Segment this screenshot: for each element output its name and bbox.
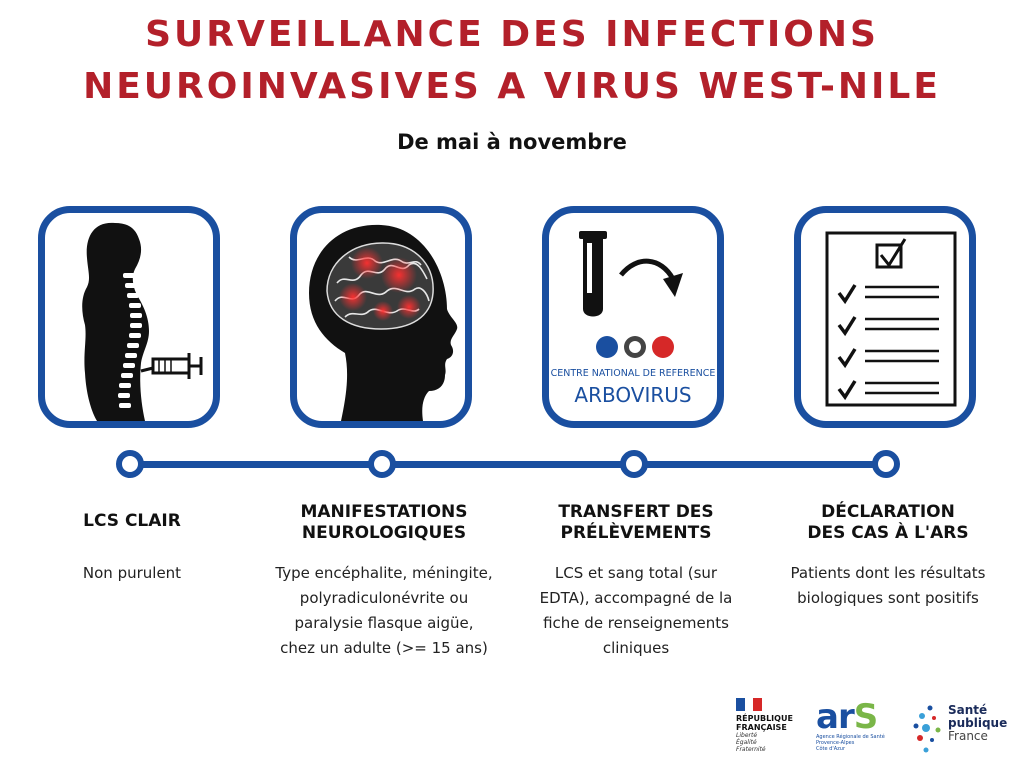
rf-line-2: FRANÇAISE [736, 723, 787, 732]
step-4-title-line-1: DÉCLARATION [821, 502, 955, 522]
step-4-title-line-2: DES CAS À L'ARS [807, 523, 969, 543]
step-2-desc-line-2: polyradiculonévrite ou [299, 589, 469, 607]
ars-word: ar [816, 697, 854, 737]
spf-line-3: France [948, 729, 988, 743]
step-3-title-line-2: PRÉLÈVEMENTS [560, 523, 712, 543]
spf-dots-icon [912, 704, 946, 756]
step-3-title [506, 502, 766, 544]
step-3-desc [511, 561, 761, 661]
cnr-caption-line2: ARBOVIRUS [574, 383, 692, 407]
cnr-caption-line1: CENTRE NATIONAL DE REFERENCE [550, 368, 716, 379]
ars-logo [816, 697, 906, 752]
step-3-desc-line-1: LCS et sang total (sur [554, 564, 718, 582]
step-3-desc-line-3: fiche de renseignements [543, 614, 729, 632]
spine-injection-icon [45, 213, 213, 421]
step-2-desc [259, 561, 509, 661]
step-2-desc-line-1: Type encéphalite, méningite, [275, 564, 493, 582]
checklist-icon [801, 213, 969, 421]
step-2-desc-line-3: paralysie flasque aigüe, [294, 614, 474, 632]
card-declaration [794, 206, 976, 428]
sante-publique-france-logo [912, 704, 1020, 760]
timeline-dot-3 [620, 450, 648, 478]
timeline-bar [130, 461, 886, 468]
step-4-title [758, 502, 1018, 544]
timeline-dot-2 [368, 450, 396, 478]
step-4-desc-line-1: Patients dont les résultats [790, 564, 986, 582]
republique-francaise-logo [736, 698, 806, 753]
cnr-emblems [596, 336, 674, 358]
french-flag-icon [736, 698, 762, 711]
syringe [141, 353, 201, 379]
step-4-desc-line-2: biologiques sont positifs [797, 589, 979, 607]
step-1-desc-line-1: Non purulent [82, 564, 182, 582]
step-2-title-line-2: NEUROLOGIQUES [301, 523, 467, 543]
step-3-desc-line-2: EDTA), accompagné de la [539, 589, 733, 607]
title-line-1: SURVEILLANCE DES INFECTIONS [145, 14, 879, 55]
spf-line-1: Santé [948, 703, 988, 717]
rf-motto-1: Liberté [736, 732, 758, 739]
ars-s: S [853, 697, 878, 737]
title-line-2: NEUROINVASIVES A VIRUS WEST-NILE [83, 66, 941, 107]
step-3-title-line-1: TRANSFERT DES [558, 502, 714, 522]
test-tube-arrow-icon [549, 213, 717, 421]
card-sample-transfer [542, 206, 724, 428]
rf-line-1: RÉPUBLIQUE [736, 714, 793, 723]
ars-sub-2: Provence-Alpes [816, 740, 855, 746]
rf-motto-3: Fraternité [736, 746, 766, 753]
step-2-desc-line-4: chez un adulte (>= 15 ans) [280, 639, 488, 657]
card-lumbar-puncture [38, 206, 220, 428]
step-1-title: LCS CLAIR [83, 511, 181, 531]
timeline-dot-4 [872, 450, 900, 478]
ars-sub-3: Côte d'Azur [816, 746, 845, 752]
subtitle: De mai à novembre [397, 130, 627, 154]
spf-line-2: publique [948, 716, 1008, 730]
rf-motto-2: Égalité [736, 739, 757, 746]
step-4-desc [763, 561, 1013, 611]
step-2-title-line-1: MANIFESTATIONS [300, 502, 468, 522]
timeline-dot-1 [116, 450, 144, 478]
brain-inflammation-icon [297, 213, 465, 421]
step-2-title [254, 502, 514, 544]
card-neurological [290, 206, 472, 428]
step-3-desc-line-4: cliniques [602, 639, 670, 657]
ars-sub-1: Agence Régionale de Santé [816, 734, 885, 740]
step-1-desc [7, 561, 257, 586]
